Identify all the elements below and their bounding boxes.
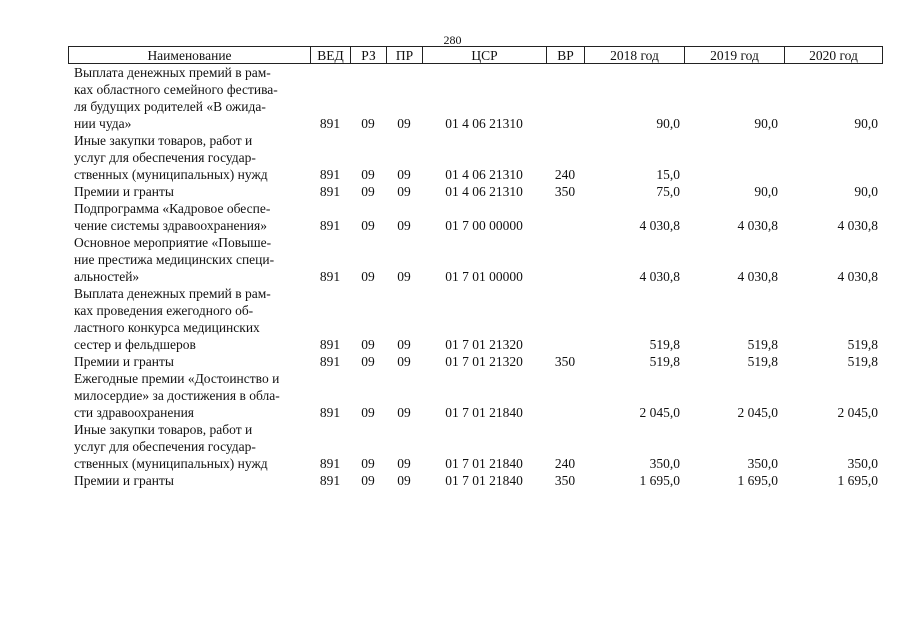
row-name-line: сестер и фельдшеров: [74, 337, 196, 352]
cell-vr: [546, 336, 584, 353]
cell-ved: 891: [319, 337, 341, 352]
row-name-line: ках областного семейного фестива-: [74, 82, 278, 97]
cell-vr: 350: [554, 184, 576, 199]
row-name-line: ние престижа медицинских специ-: [74, 252, 275, 267]
cell-y2019: [684, 166, 778, 183]
cell-y2020: 1 695,0: [837, 473, 878, 488]
table-header: [68, 46, 883, 64]
cell-y2020: 4 030,8: [837, 269, 878, 284]
cell-csr: 01 7 01 21840: [445, 473, 523, 488]
cell-csr: 01 7 00 00000: [445, 218, 523, 233]
cell-ved: 891: [319, 184, 341, 199]
table-row: [68, 370, 883, 421]
budget-table: [68, 46, 883, 489]
row-name: [68, 353, 312, 370]
cell-y2019: 2 045,0: [737, 405, 778, 420]
cell-y2018: 4 030,8: [639, 269, 680, 284]
cell-y2019: 90,0: [754, 116, 778, 131]
cell-y2018: 519,8: [649, 337, 680, 352]
row-name-line: Премии и гранты: [74, 354, 174, 369]
cell-pr: 09: [397, 473, 411, 488]
cell-pr: 09: [397, 354, 411, 369]
cell-csr: 01 7 01 00000: [445, 269, 523, 284]
cell-y2020: 2 045,0: [837, 405, 878, 420]
row-name: [68, 200, 312, 234]
row-name: [68, 64, 312, 132]
cell-rz: 09: [361, 116, 375, 131]
row-name-line: нии чуда»: [74, 116, 132, 131]
row-name-line: ках проведения ежегодного об-: [74, 303, 254, 318]
cell-rz: 09: [361, 184, 375, 199]
row-name: [68, 132, 312, 183]
row-name-line: чение системы здравоохранения»: [74, 218, 267, 233]
cell-rz: 09: [361, 167, 375, 182]
cell-y2018: 350,0: [649, 456, 680, 471]
row-name-line: ственных (муниципальных) нужд: [74, 456, 268, 471]
row-name-line: Подпрограмма «Кадровое обеспе-: [74, 201, 271, 216]
table-row: [68, 285, 883, 353]
table-row: [68, 200, 883, 234]
row-name-line: услуг для обеспечения государ-: [74, 439, 256, 454]
header-ved: ВЕД: [311, 47, 351, 63]
row-name-line: Основное мероприятие «Повыше-: [74, 235, 272, 250]
cell-vr: [546, 404, 584, 421]
cell-y2019: 4 030,8: [737, 218, 778, 233]
cell-pr: 09: [397, 269, 411, 284]
header-csr: ЦСР: [423, 47, 547, 63]
cell-vr: 350: [554, 473, 576, 488]
header-2018: 2018 год: [585, 47, 685, 63]
cell-y2020: 519,8: [847, 354, 878, 369]
cell-y2019: 519,8: [747, 354, 778, 369]
table-row: [68, 421, 883, 472]
row-name-line: Выплата денежных премий в рам-: [74, 65, 271, 80]
page-number: 280: [443, 33, 462, 47]
cell-pr: 09: [397, 456, 411, 471]
cell-ved: 891: [319, 473, 341, 488]
cell-rz: 09: [361, 456, 375, 471]
row-name-line: ля будущих родителей «В ожида-: [74, 99, 266, 114]
cell-csr: 01 4 06 21310: [445, 184, 523, 199]
cell-y2019: 4 030,8: [737, 269, 778, 284]
cell-pr: 09: [397, 405, 411, 420]
cell-vr: 240: [554, 167, 576, 182]
cell-y2018: 75,0: [656, 184, 680, 199]
table-row: [68, 353, 883, 370]
row-name: [68, 234, 312, 285]
cell-csr: 01 7 01 21840: [445, 405, 523, 420]
cell-y2018: 1 695,0: [639, 473, 680, 488]
cell-csr: 01 7 01 21320: [445, 354, 523, 369]
cell-ved: 891: [319, 116, 341, 131]
header-vr: ВР: [547, 47, 585, 63]
cell-ved: 891: [319, 269, 341, 284]
cell-y2020: 90,0: [854, 116, 878, 131]
cell-pr: 09: [397, 337, 411, 352]
table-row: [68, 234, 883, 285]
table-body: [68, 64, 883, 489]
cell-vr: [546, 217, 584, 234]
cell-rz: 09: [361, 218, 375, 233]
row-name: [68, 285, 312, 353]
cell-y2018: 519,8: [649, 354, 680, 369]
row-name-line: Иные закупки товаров, работ и: [74, 422, 253, 437]
cell-rz: 09: [361, 405, 375, 420]
cell-csr: 01 7 01 21840: [445, 456, 523, 471]
cell-y2020: 350,0: [847, 456, 878, 471]
header-2019: 2019 год: [685, 47, 785, 63]
row-name: [68, 421, 312, 472]
cell-ved: 891: [319, 218, 341, 233]
cell-rz: 09: [361, 269, 375, 284]
header-rz: РЗ: [351, 47, 387, 63]
cell-vr: 240: [554, 456, 576, 471]
row-name: [68, 183, 312, 200]
cell-ved: 891: [319, 405, 341, 420]
cell-y2019: 350,0: [747, 456, 778, 471]
table-row: [68, 472, 883, 489]
cell-rz: 09: [361, 354, 375, 369]
row-name-line: Премии и гранты: [74, 473, 174, 488]
cell-y2019: 90,0: [754, 184, 778, 199]
header-name: Наименование: [69, 47, 311, 63]
cell-y2019: 1 695,0: [737, 473, 778, 488]
cell-pr: 09: [397, 218, 411, 233]
cell-pr: 09: [397, 167, 411, 182]
table-row: [68, 183, 883, 200]
table-row: [68, 132, 883, 183]
cell-y2018: 15,0: [656, 167, 680, 182]
cell-y2018: 4 030,8: [639, 218, 680, 233]
cell-vr: [546, 268, 584, 285]
row-name: [68, 472, 312, 489]
cell-pr: 09: [397, 116, 411, 131]
cell-y2020: [784, 166, 878, 183]
table-row: [68, 64, 883, 132]
row-name-line: альностей»: [74, 269, 140, 284]
cell-ved: 891: [319, 354, 341, 369]
cell-y2018: 90,0: [656, 116, 680, 131]
cell-vr: [546, 115, 584, 132]
row-name-line: Ежегодные премии «Достоинство и: [74, 371, 280, 386]
row-name-line: ластного конкурса медицинских: [74, 320, 260, 335]
cell-vr: 350: [554, 354, 576, 369]
cell-y2019: 519,8: [747, 337, 778, 352]
cell-csr: 01 4 06 21310: [445, 167, 523, 182]
cell-ved: 891: [319, 167, 341, 182]
row-name-line: Выплата денежных премий в рам-: [74, 286, 271, 301]
cell-csr: 01 7 01 21320: [445, 337, 523, 352]
cell-y2020: 90,0: [854, 184, 878, 199]
row-name-line: сти здравоохранения: [74, 405, 195, 420]
cell-y2020: 519,8: [847, 337, 878, 352]
cell-rz: 09: [361, 337, 375, 352]
row-name-line: Премии и гранты: [74, 184, 174, 199]
cell-rz: 09: [361, 473, 375, 488]
cell-csr: 01 4 06 21310: [445, 116, 523, 131]
cell-y2020: 4 030,8: [837, 218, 878, 233]
row-name-line: Иные закупки товаров, работ и: [74, 133, 253, 148]
header-2020: 2020 год: [809, 48, 858, 63]
cell-pr: 09: [397, 184, 411, 199]
cell-y2018: 2 045,0: [639, 405, 680, 420]
row-name-line: услуг для обеспечения государ-: [74, 150, 256, 165]
header-pr: ПР: [387, 47, 423, 63]
row-name: [68, 370, 312, 421]
row-name-line: милосердие» за достижения в обла-: [74, 388, 280, 403]
row-name-line: ственных (муниципальных) нужд: [74, 167, 268, 182]
cell-ved: 891: [319, 456, 341, 471]
